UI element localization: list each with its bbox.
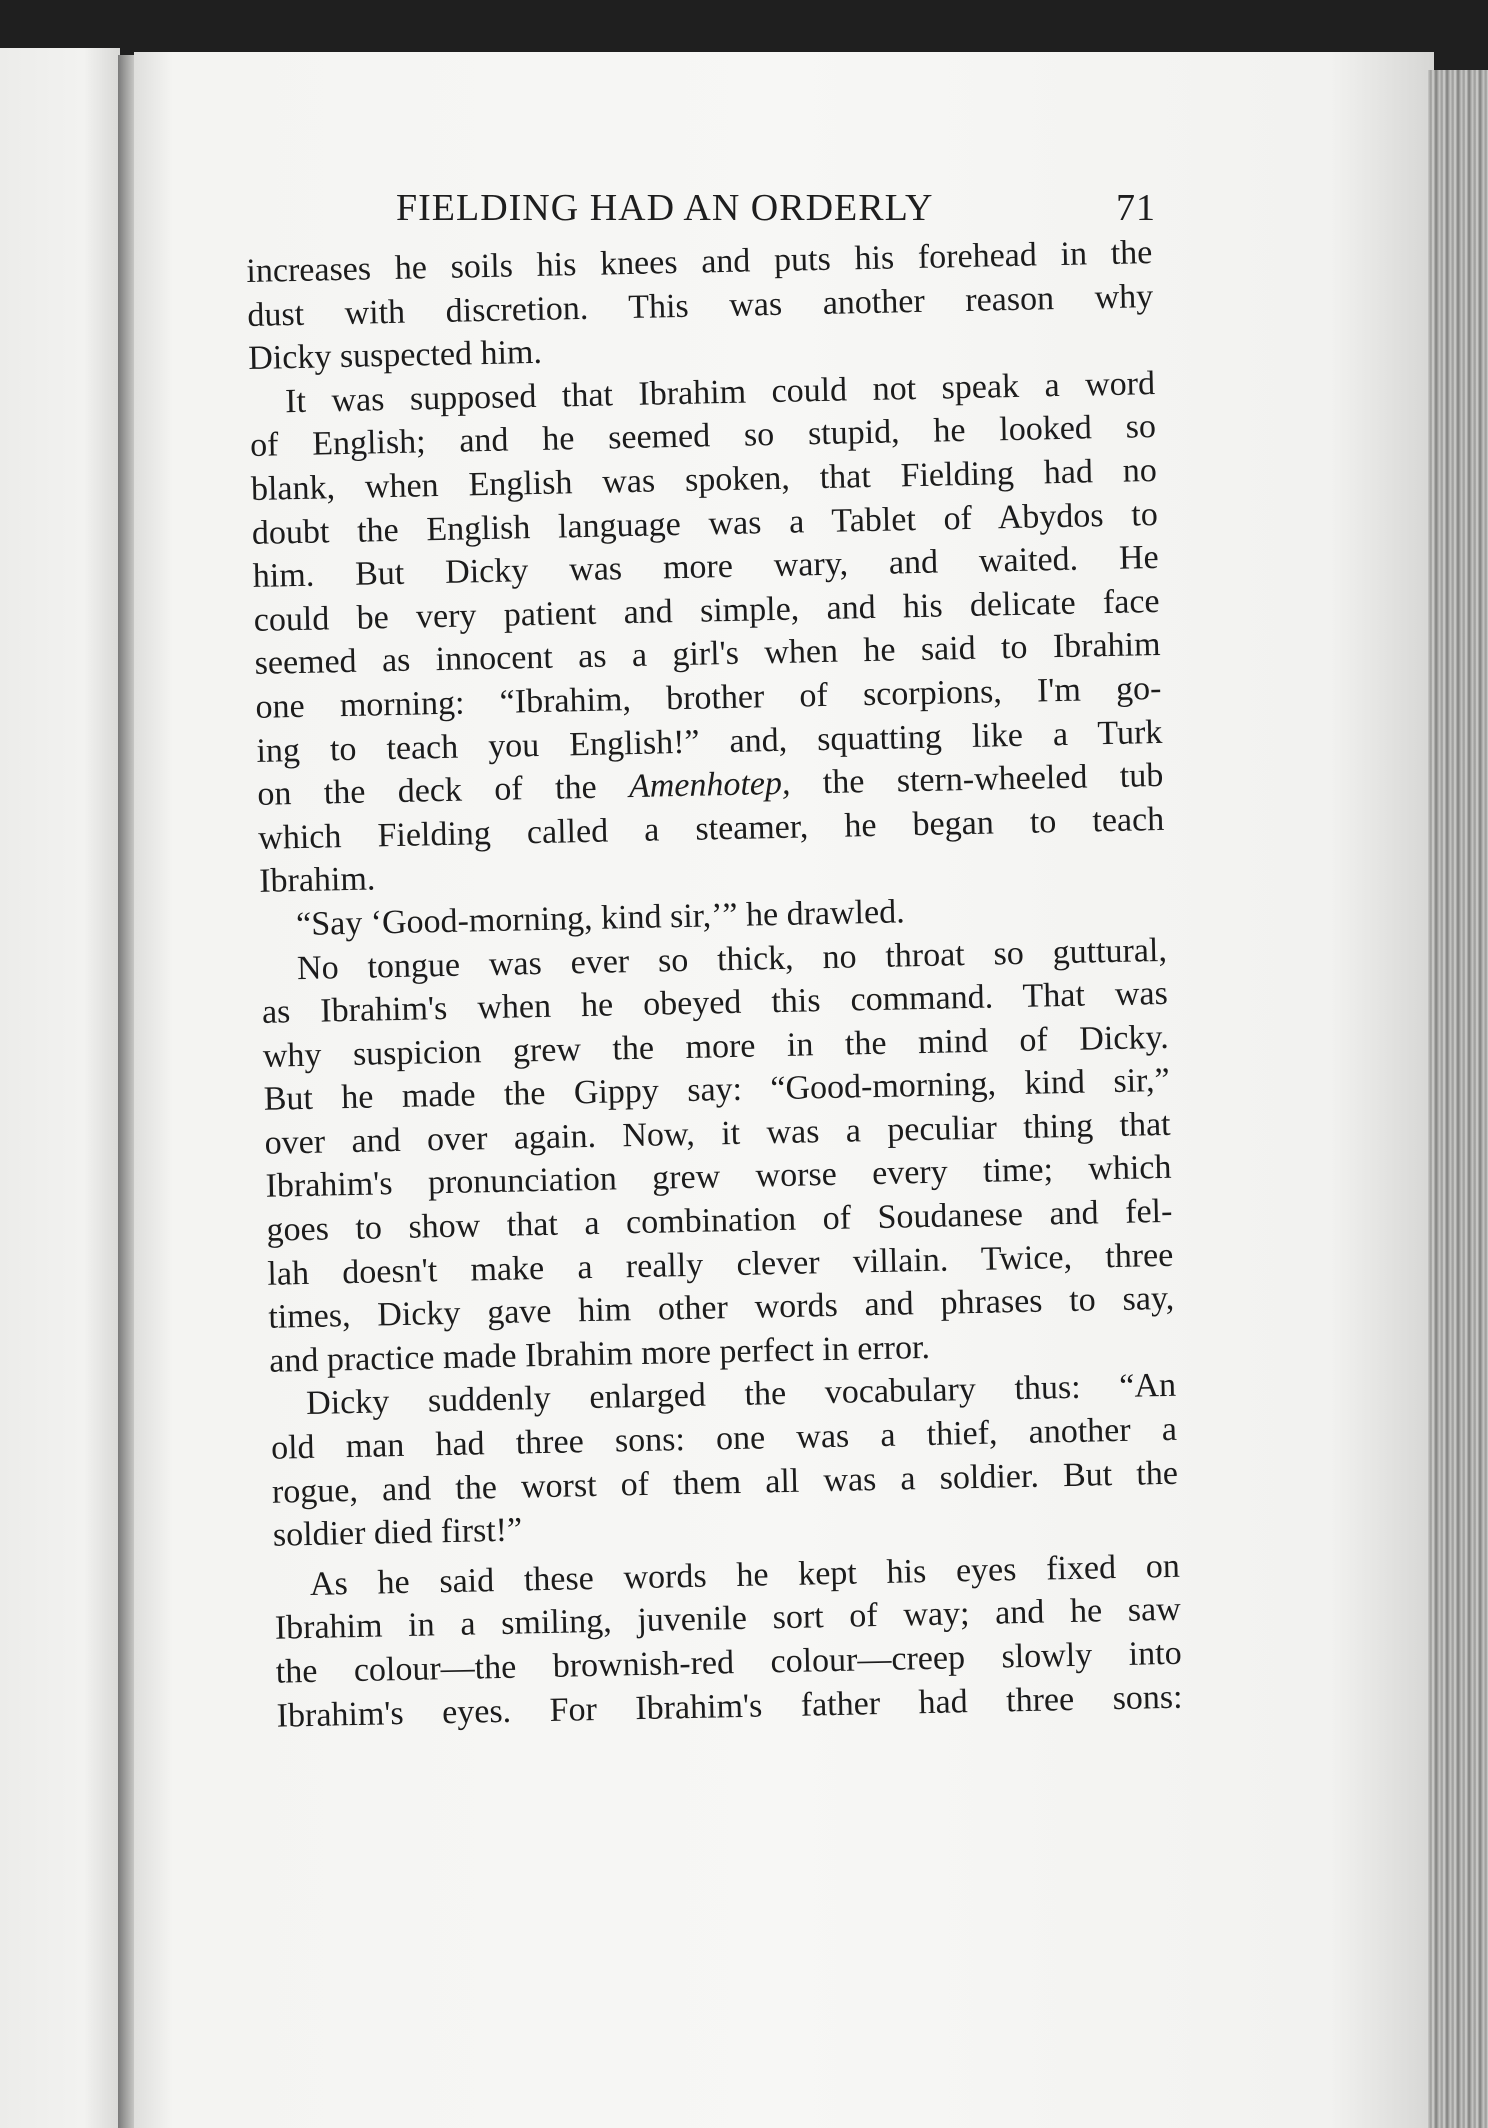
- text-line: times, Dicky gave him other words and phrases to say,: [267, 1280, 1175, 1337]
- text-fragment: on the deck of the: [257, 768, 597, 814]
- paragraph: [274, 1545, 1183, 1738]
- text-line: of English; and he seemed so stupid, he looked so: [249, 408, 1157, 465]
- left-page-margin: [0, 48, 120, 2128]
- text-line: Ibrahim's eyes. For Ibrahim's father had three sons:: [276, 1678, 1183, 1735]
- page-number: 71: [1116, 187, 1156, 229]
- paragraph: [270, 1364, 1179, 1557]
- text-line: blank, when English was spoken, that Fielding had no: [250, 451, 1158, 508]
- text-fragment: the stern-wheeled tub: [822, 757, 1164, 802]
- text-line: No tongue was ever so thick, no throat so guttural,: [296, 931, 1168, 987]
- text-line: could be very patient and simple, and his delicate face: [253, 582, 1160, 639]
- page-edges: [1428, 70, 1488, 2128]
- page-header: [396, 186, 1156, 236]
- text-line: doubt the English language was a Tablet of Abydos to: [251, 495, 1159, 552]
- text-line: one morning: “Ibrahim, brother of scorpions, I'm go-: [255, 669, 1162, 726]
- paragraph: [246, 231, 1155, 381]
- text-line: lah doesn't make a really clever villain. Twice, three: [267, 1236, 1174, 1293]
- text-line: dust with discretion. This was another reason why: [246, 277, 1154, 334]
- text-line: ing to teach you English!” and, squatting like a Turk: [256, 713, 1163, 770]
- text-line: which Fielding called a steamer, he began to teach: [257, 800, 1165, 857]
- text-line: Dicky suddenly enlarged the vocabulary thus: “An: [305, 1367, 1177, 1423]
- text-line: rogue, and the worst of them all was a soldier. But the: [271, 1454, 1179, 1511]
- text-line: Dicky suspected him.: [247, 334, 543, 378]
- text-line: goes to show that a combination of Soudanese and fel-: [266, 1192, 1173, 1249]
- text-line: It was supposed that Ibrahim could not speak a word: [284, 364, 1156, 420]
- text-line: over and over again. Now, it was a peculiar thing that: [264, 1105, 1171, 1162]
- text-line: and practice made Ibrahim more perfect in error.: [268, 1328, 931, 1380]
- text-line: him. But Dicky was more wary, and waited. He: [252, 539, 1160, 596]
- text-line: soldier died first!”: [272, 1511, 523, 1554]
- text-line: increases he soils his knees and puts his forehead in the: [246, 234, 1153, 290]
- text-line: old man had three sons: one was a thief, another a: [270, 1410, 1178, 1467]
- paragraph: [249, 362, 1166, 904]
- text-line: the colour—the brownish-red colour—creep slowly into: [275, 1634, 1182, 1691]
- text-line: But he made the Gippy say: “Good-morning, kind sir,”: [263, 1062, 1170, 1119]
- text-line: as Ibrahim's when he obeyed this command. That was: [261, 974, 1169, 1031]
- text-line: Ibrahim's pronunciation grew worse every time; which: [265, 1149, 1172, 1206]
- text-line: “Say ‘Good-morning, kind sir,’” he drawled.: [295, 893, 906, 944]
- text-line: Ibrahim.: [258, 860, 376, 901]
- ship-name: Amenhotep,: [628, 764, 791, 806]
- body-text: [246, 231, 1183, 1738]
- text-line: seemed as innocent as a girl's when he said to Ibrahim: [254, 626, 1161, 683]
- text-line: As he said these words he kept his eyes fixed on: [309, 1547, 1181, 1603]
- text-line: why suspicion grew the more in the mind of Dicky.: [262, 1018, 1170, 1075]
- paragraph: [261, 928, 1176, 1383]
- running-head: FIELDING HAD AN ORDERLY: [396, 187, 934, 229]
- text-line: Ibrahim in a smiling, juvenile sort of way; and he saw: [274, 1591, 1182, 1648]
